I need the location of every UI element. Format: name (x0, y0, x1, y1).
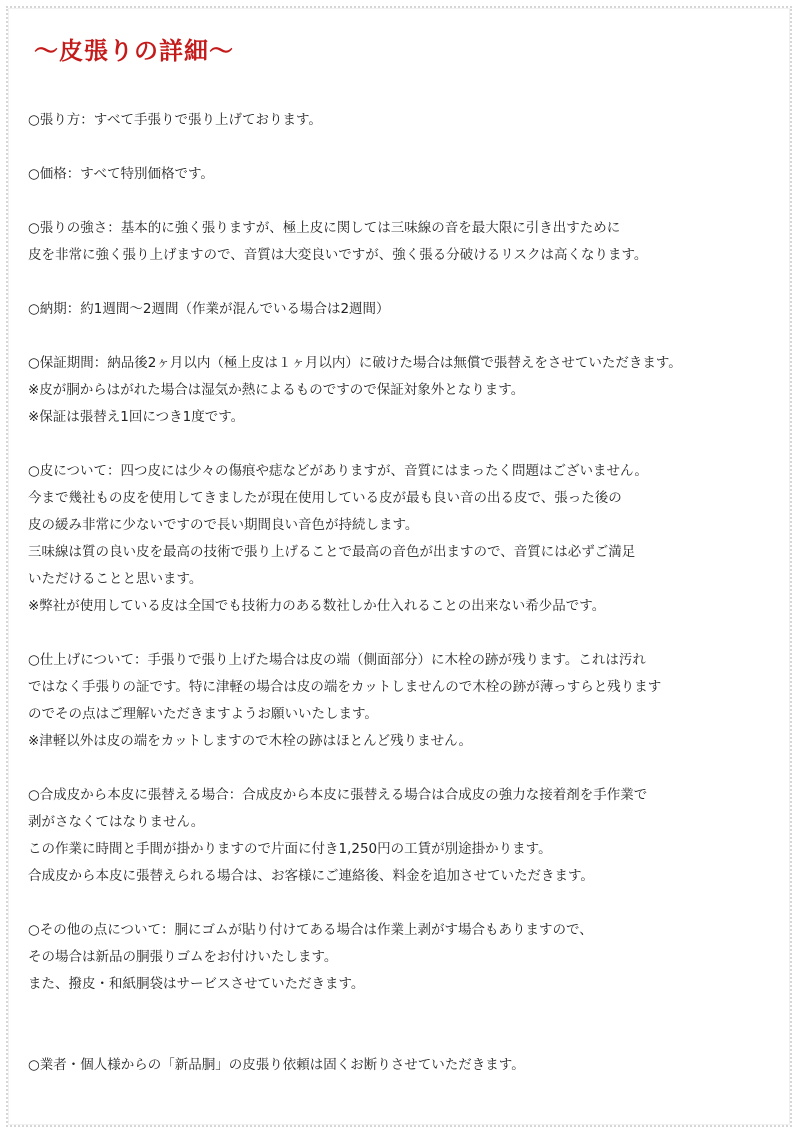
text-line-strength-2: 皮を非常に強く張り上げますので、音質は大変良いですが、強く張る分破けるリスクは高くなります。 (28, 247, 648, 263)
text-line-price: ○価格：すべて特別価格です。 (28, 166, 214, 182)
text-line-skin-3: 皮の緩み非常に少ないですので長い期間良い音色が持続します。 (28, 517, 419, 533)
text-line-skin-2: 今まで幾社もの皮を使用してきましたが現在使用している皮が最も良い音の出る皮で、張った後の (28, 490, 622, 506)
text-line-other-1: ○その他の点について：胴にゴムが貼り付けてある場合は作業上剥がす場合もありますので、 (28, 922, 593, 938)
text-line-refusal: ○業者・個人様からの「新品胴」の皮張り依頼は固くお断りさせていただきます。 (28, 1057, 525, 1073)
text-line-hari-kata: ○張り方：すべて手張りで張り上げております。 (28, 112, 322, 128)
text-line-finish-4: ※津軽以外は皮の端をカットしますので木栓の跡はほとんど残りません。 (28, 733, 472, 749)
text-line-other-3: また、撥皮・和紙胴袋はサービスさせていただきます。 (28, 976, 365, 992)
text-line-other-2: その場合は新品の胴張りゴムをお付けいたします。 (28, 949, 338, 965)
text-line-finish-1: ○仕上げについて：手張りで張り上げた場合は皮の端（側面部分）に木栓の跡が残ります。これは汚れ (28, 652, 646, 668)
text-line-delivery: ○納期：約1週間〜2週間（作業が混んでいる場合は2週間） (28, 301, 390, 317)
text-line-skin-6: ※弊社が使用している皮は全国でも技術力のある数社しか仕入れることの出来ない希少品です。 (28, 598, 606, 614)
text-line-warranty-3: ※保証は張替え1回につき1度です。 (28, 409, 245, 425)
text-line-finish-3: のでその点はご理解いただきますようお願いいたします。 (28, 706, 378, 722)
text-line-skin-4: 三味線は質の良い皮を最高の技術で張り上げることで最高の音色が出ますので、音質には必ずご満足 (28, 544, 636, 560)
text-line-warranty-2: ※皮が胴からはがれた場合は湿気か熱によるものですので保証対象外となります。 (28, 382, 525, 398)
text-line-synthetic-2: 剥がさなくてはなりません。 (28, 814, 205, 830)
text-line-finish-2: ではなく手張りの証です。特に津軽の場合は皮の端をカットしませんので木栓の跡が薄っすらと残ります (28, 679, 662, 695)
text-line-synthetic-4: 合成皮から本皮に張替えられる場合は、お客様にご連絡後、料金を追加させていただきます。 (28, 868, 594, 884)
text-line-synthetic-1: ○合成皮から本皮に張替える場合：合成皮から本皮に張替える場合は合成皮の強力な接着剤を手作業で (28, 787, 648, 803)
page-title: 〜皮張りの詳細〜 (34, 36, 234, 65)
text-line-skin-1: ○皮について：四つ皮には少々の傷痕や痣などがありますが、音質にはまったく問題はございません。 (28, 463, 648, 479)
text-line-strength-1: ○張りの強さ：基本的に強く張りますが、極上皮に関しては三味線の音を最大限に引き出すために (28, 220, 621, 236)
text-line-skin-5: いただけることと思います。 (28, 571, 203, 587)
text-line-synthetic-3: この作業に時間と手間が掛かりますので片面に付き1,250円の工賃が別途掛かります。 (28, 841, 552, 857)
text-line-warranty-1: ○保証期間：納品後2ヶ月以内（極上皮は１ヶ月以内）に破けた場合は無償で張替えをさせていただきます。 (28, 355, 682, 371)
